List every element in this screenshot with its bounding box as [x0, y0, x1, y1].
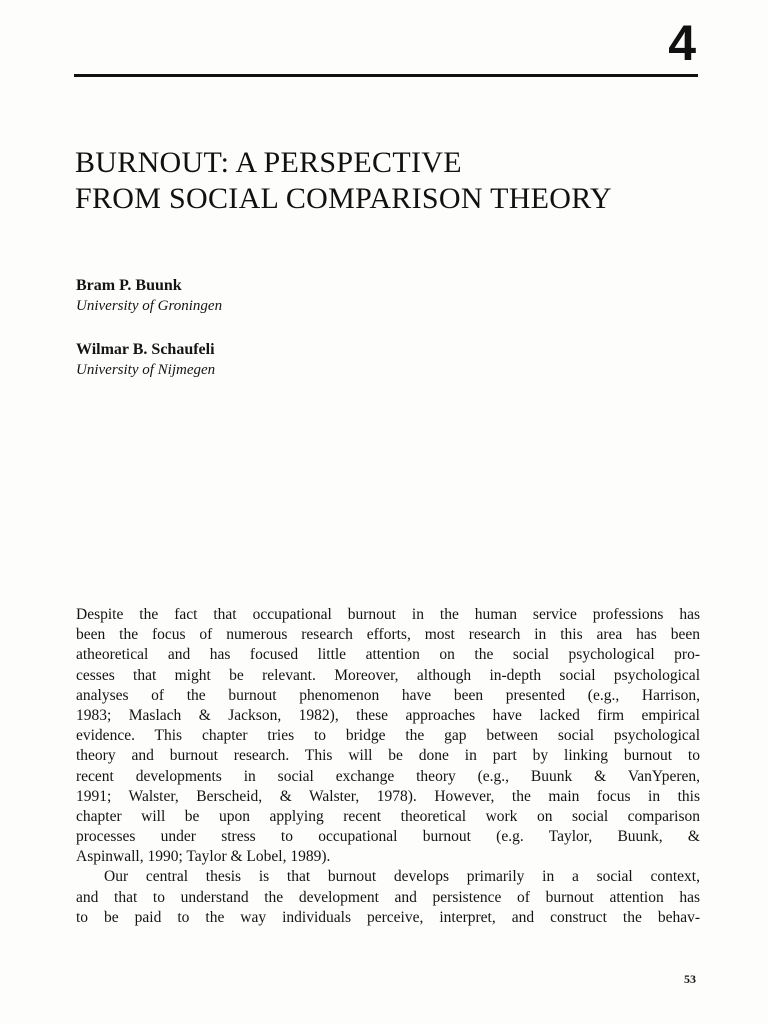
body-line: Aspinwall, 1990; Taylor & Lobel, 1989).	[76, 848, 331, 866]
body-line: processes under stress to occupational burnout (e.g. Taylor, Buunk, &	[76, 828, 700, 846]
body-line: 1983; Maslach & Jackson, 1982), these approaches have lacked firm empirical	[76, 706, 700, 724]
author-block	[76, 339, 476, 380]
chapter-number: 4	[668, 15, 696, 71]
body-line: atheoretical and has focused little attention on the social psychological pro-	[76, 646, 700, 664]
body-line: theory and burnout research. This will be done in part by linking burnout to	[76, 747, 700, 765]
chapter-title-line: FROM SOCIAL COMPARISON THEORY	[75, 182, 612, 215]
author-block	[76, 275, 476, 316]
author-name: Wilmar B. Schaufeli	[76, 341, 215, 358]
body-line: been the focus of numerous research efforts, most research in this area has been	[76, 626, 700, 644]
chapter-title-line: BURNOUT: A PERSPECTIVE	[75, 146, 462, 179]
body-line: analyses of the burnout phenomenon have been presented (e.g., Harrison,	[76, 686, 700, 704]
page-number: 53	[684, 972, 696, 986]
body-line: 1991; Walster, Berscheid, & Walster, 1978). However, the main focus in this	[76, 787, 700, 805]
body-line: to be paid to the way individuals perceive, interpret, and construct the behav-	[76, 908, 700, 926]
body-line: evidence. This chapter tries to bridge the gap between social psychological	[76, 727, 700, 745]
author-affiliation: University of Nijmegen	[76, 362, 216, 378]
body-line: chapter will be upon applying recent theoretical work on social comparison	[76, 807, 700, 825]
body-line: cesses that might be relevant. Moreover, although in-depth social psychological	[76, 666, 700, 684]
chapter-rule	[74, 74, 698, 77]
author-name: Bram P. Buunk	[76, 277, 182, 294]
body-line: Despite the fact that occupational burnout in the human service professions has	[76, 606, 700, 623]
author-affiliation: University of Groningen	[76, 298, 223, 314]
chapter-title	[75, 145, 715, 217]
body-text	[76, 605, 700, 928]
body-line: and that to understand the development and persistence of burnout attention has	[76, 888, 700, 906]
body-line: recent developments in social exchange theory (e.g., Buunk & VanYperen,	[76, 767, 700, 785]
body-line: Our central thesis is that burnout develops primarily in a social context,	[104, 868, 700, 886]
